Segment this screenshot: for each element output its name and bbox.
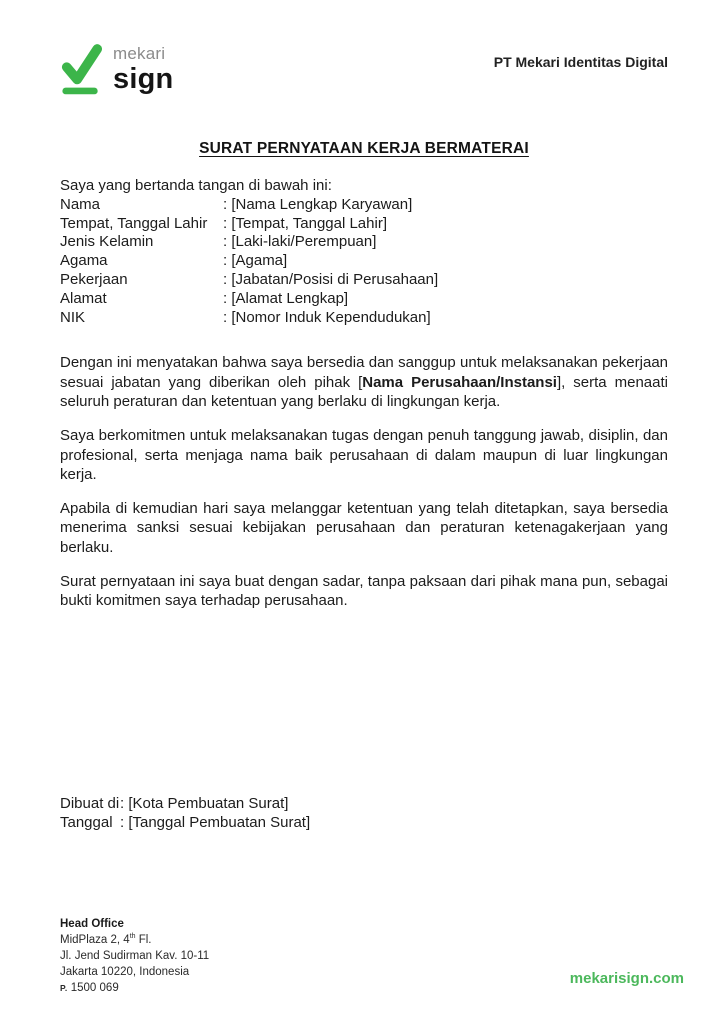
phone-prefix: P. xyxy=(60,983,68,993)
website-link[interactable]: mekarisign.com xyxy=(569,970,684,987)
phone-number: 1500 069 xyxy=(70,982,119,994)
mekari-sign-logo xyxy=(60,42,173,96)
address-text: Fl. xyxy=(135,934,152,946)
check-underline-icon xyxy=(60,42,102,96)
field-label: NIK xyxy=(60,308,86,326)
closing-row-dibuat-di xyxy=(60,794,668,813)
phone-line xyxy=(60,980,209,996)
intro-line: Saya yang bertanda tangan di bawah ini: xyxy=(60,177,332,194)
field-value: : [Nama Lengkap Karyawan] xyxy=(223,195,413,213)
field-value: : [Alamat Lengkap] xyxy=(223,289,349,307)
paragraph-commitment: Saya berkomitmen untuk melaksanakan tugas dengan penuh tanggung jawab, disiplin, dan profesional, serta menjaga nama baik perusahaan di dalam maupun di luar lingkungan kerja. xyxy=(60,427,668,483)
document-title: SURAT PERNYATAAN KERJA BERMATERAI xyxy=(199,140,529,157)
field-row-agama xyxy=(60,252,668,271)
company-name: PT Mekari Identitas Digital xyxy=(493,54,668,70)
field-value: : [Nomor Induk Kependudukan] xyxy=(223,308,431,326)
field-label: Pekerjaan xyxy=(60,270,128,288)
address-text: MidPlaza 2, 4 xyxy=(60,934,130,946)
field-value: : [Laki-laki/Perempuan] xyxy=(223,233,377,251)
closing-row-tanggal xyxy=(60,813,668,832)
field-label: Agama xyxy=(60,252,108,270)
logo-wordmark xyxy=(113,42,173,94)
paragraph-closing-statement: Surat pernyataan ini saya buat dengan sadar, tanpa paksaan dari pihak mana pun, sebagai bukti komitmen saya terhadap perusahaan. xyxy=(60,573,668,610)
field-row-pekerjaan xyxy=(60,271,668,290)
field-value: : [Tempat, Tanggal Lahir] xyxy=(223,214,387,232)
field-value: : [Agama] xyxy=(223,252,288,270)
field-row-nik xyxy=(60,309,668,328)
closing-block xyxy=(60,794,668,832)
closing-value: : [Kota Pembuatan Surat] xyxy=(120,794,289,812)
office-title: Head Office xyxy=(60,918,124,930)
closing-value: : [Tanggal Pembuatan Surat] xyxy=(120,813,311,831)
address-line-city: Jakarta 10220, Indonesia xyxy=(60,966,190,978)
floor-ordinal: th xyxy=(129,933,136,941)
paragraph-sanction: Apabila di kemudian hari saya melanggar ketentuan yang telah ditetapkan, saya bersedia menerima sanksi sesuai kebijakan perusahaan dan peraturan ketenagakerjaan yang berlaku. xyxy=(60,500,668,556)
header xyxy=(60,0,668,96)
paragraph-text: Dengan ini menyatakan bahwa saya bersedia dan sanggup untuk melaksanakan pekerjaan sesuai jabatan yang diberikan oleh pihak [ xyxy=(60,354,668,391)
field-label: Tempat, Tanggal Lahir xyxy=(60,214,208,232)
field-row-jenis-kelamin xyxy=(60,233,668,252)
paragraph-statement xyxy=(60,353,668,411)
company-placeholder-bold: Nama Perusahaan/Instansi xyxy=(362,373,557,391)
field-value: : [Jabatan/Posisi di Perusahaan] xyxy=(223,270,439,288)
logo-brand-bottom: sign xyxy=(113,62,174,95)
logo-brand-top: mekari xyxy=(113,44,166,63)
field-row-nama xyxy=(60,196,668,215)
field-row-alamat xyxy=(60,290,668,309)
closing-label: Tanggal xyxy=(60,813,113,831)
footer-address xyxy=(60,916,209,996)
field-row-tempat-tanggal-lahir xyxy=(60,215,668,234)
field-label: Alamat xyxy=(60,289,107,307)
address-line-street: Jl. Jend Sudirman Kav. 10-11 xyxy=(60,950,210,962)
address-line-building xyxy=(60,932,209,948)
closing-label: Dibuat di xyxy=(60,794,120,812)
paragraph-text: ], serta menaati seluruh peraturan dan ketentuan yang berlaku di lingkungan kerja. xyxy=(60,373,668,410)
field-label: Nama xyxy=(60,195,101,213)
field-label: Jenis Kelamin xyxy=(60,233,154,251)
